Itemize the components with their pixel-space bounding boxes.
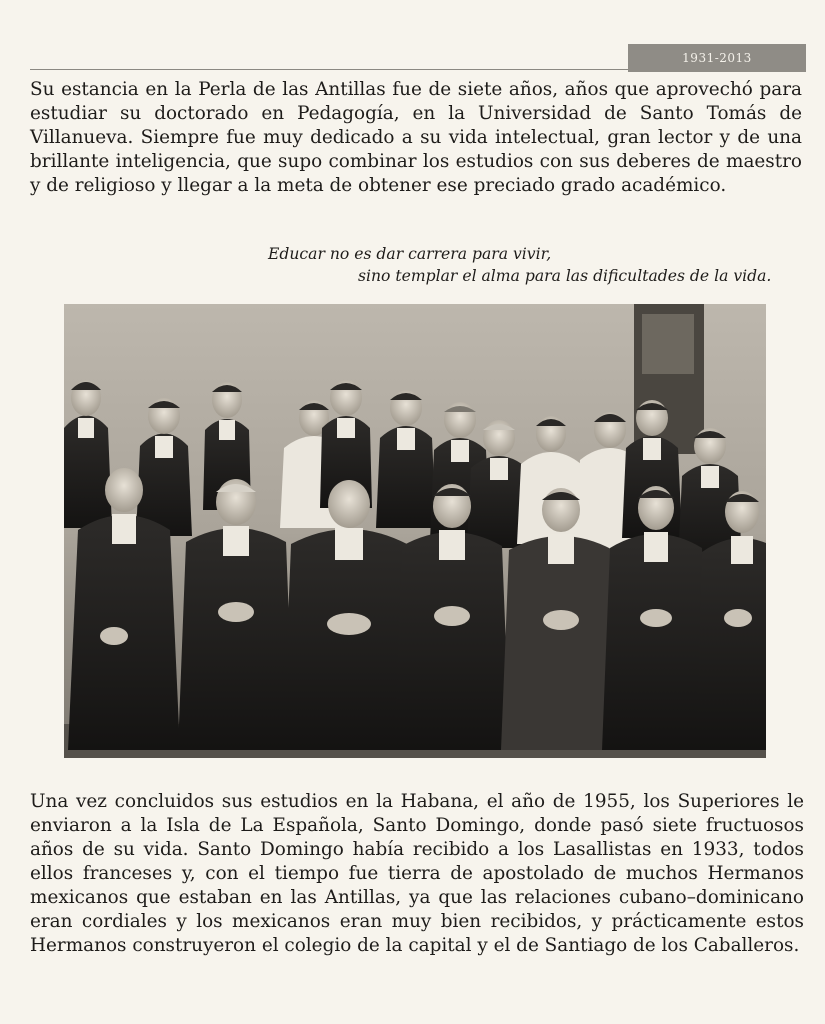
epigraph-quote: [30, 243, 804, 287]
paragraph-intro: Su estancia en la Perla de las Antillas fue de siete años, años que aprovechó para estudiar su doctorado en Pedagogía, en la Universidad de Santo Tomás de Villanueva. Siempre fue muy dedicado a su vida intelectual, gran lector y de una brillante inteligencia, que supo combinar los estudios con sus deberes de maestro y de religioso y llegar a la meta de obtener ese preciado grado académico.: [30, 79, 802, 196]
photo-door-panel: [642, 314, 694, 374]
group-photo-illustration: [64, 304, 766, 758]
paragraph-santo-domingo: Una vez concluidos sus estudios en la Habana, el año de 1955, los Superiores le enviaron a la Isla de La Española, Santo Domingo, donde pasó siete fructuosos años de su vida. Santo Domingo había recibido a los Lasallistas en 1933, todos ellos franceses y, con el tiempo fue tierra de apostolado de muchos Hermanos mexicanos que estaban en las Antillas, ya que las relaciones cubano–dominicano eran cordiales y los mexicanos eran muy bien recibidos, y prácticamente estos Hermanos construyeron el colegio de la capital y el de Santiago de los Caballeros.: [30, 791, 804, 956]
header-rule: [30, 69, 630, 70]
year-range-tab: 1931-2013: [628, 44, 806, 72]
quote-line-2: sino templar el alma para las dificultades de la vida.: [358, 267, 772, 285]
group-photo: [64, 304, 766, 758]
quote-line-1: Educar no es dar carrera para vivir,: [268, 245, 552, 263]
